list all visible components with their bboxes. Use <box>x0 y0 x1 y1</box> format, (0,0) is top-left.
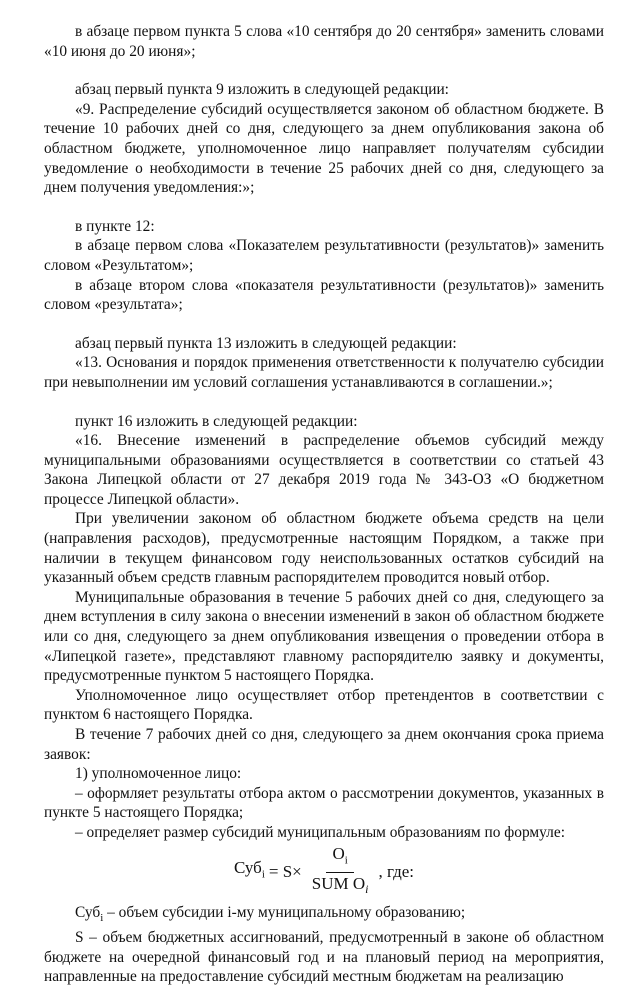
spacer <box>44 315 604 334</box>
paragraph: в абзаце первом пункта 5 слова «10 сентября до 20 сентября» заменить словами «10 июня до 20 июня»; <box>44 23 604 60</box>
paragraph: в абзаце первом слова «Показателем результативности (результатов)» заменить словом «Результатом»; <box>44 237 604 274</box>
formula-fraction <box>306 843 375 899</box>
paragraph: в пункте 12: <box>75 217 155 235</box>
paragraph: «9. Распределение субсидий осуществляется законом об областном бюджете. В течение 10 рабочих дней со дня, следующего за днем опубликования закона об областном бюджете, уполномоченное лицо направляет получателям субсидии уведомление о необходимости в течение 25 рабочих дней со дня, следующего за днем получения уведомления:»; <box>44 100 604 197</box>
paragraph: абзац первый пункта 13 изложить в следующей редакции: <box>75 334 457 352</box>
spacer <box>44 198 604 217</box>
formula-lhs: Суб$_i$ <box>233 858 265 881</box>
subsidy-formula <box>44 844 604 897</box>
spacer <box>44 61 604 80</box>
paragraph: – оформляет результаты отбора актом о рассмотрении документов, указанных в пункте 5 настоящего Порядка; <box>44 784 604 822</box>
paragraph: – определяет размер субсидий муниципальным образованиям по формуле: <box>75 823 565 841</box>
paragraph: Муниципальные образования в течение 5 рабочих дней со дня, следующего за днем вступления в силу закона о внесении изменений в закон об областном бюджете или со дня, следующего за днем опубликования извещения о проведении отбора в «Липецкой газете», представляют главному распорядителю заявку и документы, предусмотренные пунктом 5 настоящего Порядка. <box>44 588 604 685</box>
paragraph: «16. Внесение изменений в распределение объемов субсидий между муниципальными образованиями осуществляется в соответствии со статьей 43 Закона Липецкой области от 27 декабря 2019 года № 343-ОЗ «О бюджетном процессе Липецкой области». <box>44 432 604 508</box>
paragraph: В течение 7 рабочих дней со дня, следующего за днем окончания срока приема заявок: <box>44 726 604 763</box>
paragraph: S – объем бюджетных ассигнований, предусмотренный в законе об областном бюджете на очередной финансовый год и на плановый период на мероприятия, направленные на предоставление субсидий местным бюджетам на реализацию <box>44 929 604 986</box>
paragraph: в абзаце втором слова «показателя результативности (результатов)» заменить словом «результата»; <box>44 276 604 314</box>
paragraph: 1) уполномоченное лицо: <box>75 765 242 783</box>
paragraph: пункт 16 изложить в следующей редакции: <box>75 412 358 430</box>
paragraph: абзац первый пункта 9 изложить в следующей редакции: <box>75 81 449 99</box>
paragraph: При увеличении законом об областном бюджете объема средств на цели (направления расходов), предусмотренные настоящим Порядком, а также при наличии в текущем финансовом году неиспользованных остатков субсидий на указанный объем средств главным распорядителем проводится новый отбор. <box>44 510 604 587</box>
paragraph: Уполномоченное лицо осуществляет отбор претендентов в соответствии с пунктом 6 настоящего Порядка. <box>44 686 604 724</box>
formula-denominator: SUM $O_i$ <box>311 873 369 896</box>
paragraph: Суб$_i$ – объем субсидии i-му муниципальному образованию; <box>75 903 466 924</box>
paragraph: «13. Основания и порядок применения ответственности к получателю субсидии при невыполнении им условий соглашения устанавливаются в соглашении.»; <box>44 354 604 391</box>
spacer <box>44 393 604 412</box>
formula-tail: , где: <box>378 861 415 881</box>
formula-equals-s: = S× <box>268 861 302 881</box>
formula-numerator: $O_i$ <box>326 843 353 872</box>
